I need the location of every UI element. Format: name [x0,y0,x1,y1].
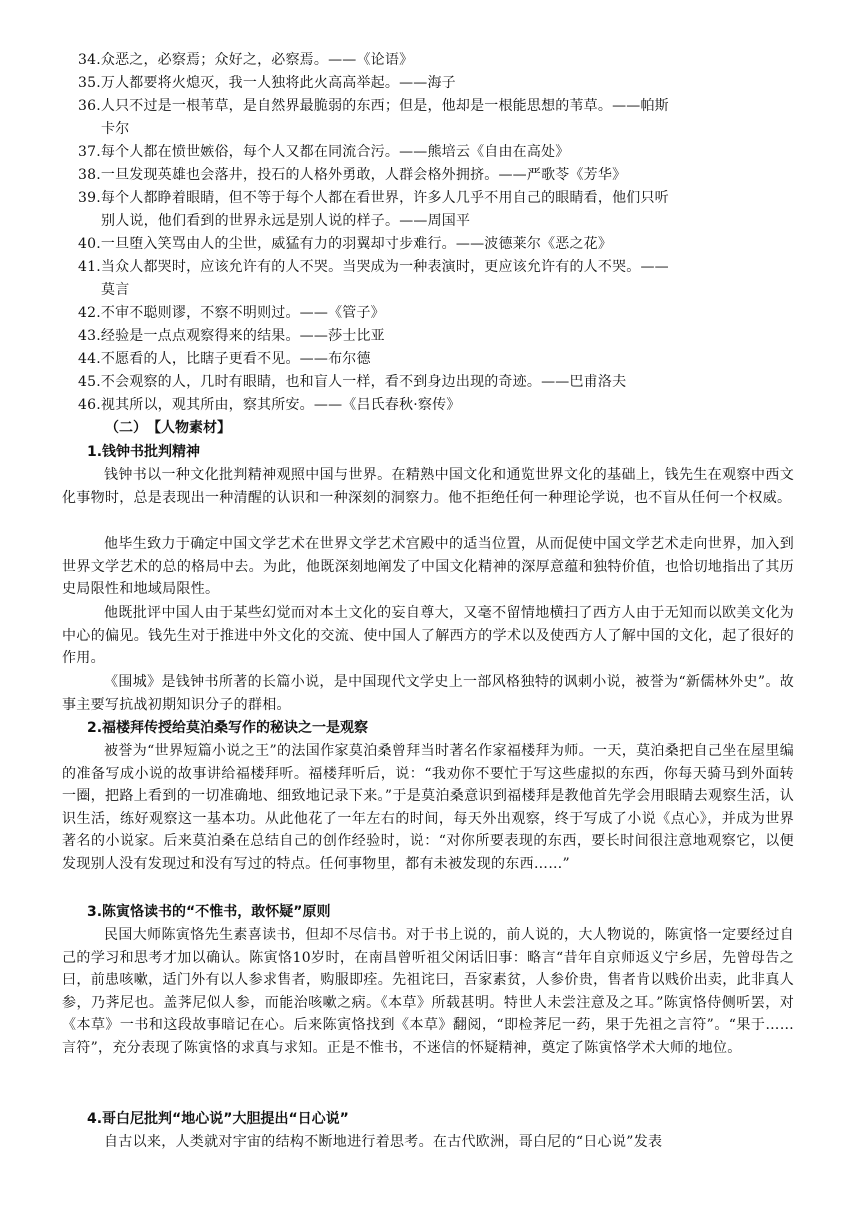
quote-continuation: 卡尔 [101,121,130,137]
quote-item: 41.当众人都哭时，应该允许有的人不哭。当哭成为一种表演时，更应该允许有的人不哭。—— [78,259,669,275]
paragraph: 民国大师陈寅恪先生素喜读书，但却不尽信书。对于书上说的，前人说的，大人物说的，陈寅恪一定要经过自己的学习和思考才加以确认。陈寅恪10岁时，在南昌曾听祖父闲话旧事：略言“昔年自京师返义宁乡居，先曾母告之曰，前患咳嗽，适门外有以人参求售者，购服即痊。先祖诧曰，吾家素贫，人参价贵，售者肯以贱价出卖，此非真人参，乃荠尼也。盖荠尼似人参，而能治咳嗽之病。《本草》所载甚明。特世人未尝注意及之耳。”陈寅恪侍侧听罢，对《本草》一书和这段故事暗记在心。后来陈寅恪找到《本草》翻阅，“即检荠尼一药，果于先祖之言符”。“果于……言符”，充分表现了陈寅恪的求真与求知。正是不惟书，不迷信的怀疑精神，奠定了陈寅恪学术大师的地位。 [62,927,794,1056]
quote-item: 42.不审不聪则谬，不察不明则过。——《管子》 [78,305,385,321]
quote-item: 40.一旦堕入笑骂由人的尘世，威猛有力的羽翼却寸步难行。——波德莱尔《恶之花》 [78,236,613,252]
material-heading: 2.福楼拜传授给莫泊桑写作的秘诀之一是观察 [87,720,369,736]
quote-continuation: 别人说，他们看到的世界永远是别人说的样子。——周国平 [101,213,471,229]
paragraph: 被誉为“世界短篇小说之王”的法国作家莫泊桑曾拜当时著名作家福楼拜为师。一天，莫泊桑把自己坐在屋里编的准备写成小说的故事讲给福楼拜听。福楼拜听后，说：“我劝你不要忙于写这些虚拟的东西，你每天骑马到外面转一圈，把路上看到的一切准确地、细致地记录下来。”于是莫泊桑意识到福楼拜是教他首先学会用眼睛去观察生活，认识生活，练好观察这一基本功。从此他花了一年左右的时间，每天外出观察，终于写成了小说《点心》，并成为世界著名的小说家。后来莫泊桑在总结自己的创作经验时，说：“对你所要表现的东西，要长时间很注意地观察它，以便发现别人没有发现过和没有写过的特点。任何事物里，都有未被发现的东西……” [62,743,794,872]
paragraph: 他既批评中国人由于某些幻觉而对本土文化的妄自尊大，又毫不留情地横扫了西方人由于无知而以欧美文化为中心的偏见。钱先生对于推进中外文化的交流、使中国人了解西方的学术以及使西方人了解中国的文化，起了很好的作用。 [62,605,794,666]
quote-item: 45.不会观察的人，几时有眼睛，也和盲人一样，看不到身边出现的奇迹。——巴甫洛夫 [78,374,627,390]
quote-item: 44.不愿看的人，比瞎子更看不见。——布尔德 [78,351,371,367]
quote-item: 37.每个人都在愤世嫉俗，每个人又都在同流合污。——熊培云《自由在高处》 [78,144,570,160]
quote-continuation: 莫言 [101,282,130,298]
quote-item: 35.万人都要将火熄灭，我一人独将此火高高举起。——海子 [78,75,456,91]
quote-item: 39.每个人都睁着眼睛，但不等于每个人都在看世界，许多人几乎不用自己的眼睛看，他们只听 [78,190,669,206]
material-heading: 4.哥白尼批判“地心说”大胆提出“日心说” [87,1111,349,1127]
material-heading: 1.钱钟书批判精神 [87,444,201,460]
paragraph: 钱钟书以一种文化批判精神观照中国与世界。在精熟中国文化和通览世界文化的基础上，钱先生在观察中西文化事物时，总是表现出一种清醒的认识和一种深刻的洞察力。他不拒绝任何一种理论学说，也不盲从任何一个权威。 [62,467,794,506]
quote-item: 43.经验是一点点观察得来的结果。——莎士比亚 [78,328,385,344]
quote-item: 38.一旦发现英雄也会落井，投石的人格外勇敢，人群会格外拥挤。——严歌苓《芳华》 [78,167,627,183]
paragraph: 他毕生致力于确定中国文学艺术在世界文学艺术宫殿中的适当位置，从而促使中国文学艺术走向世界，加入到世界文学艺术的总的格局中去。为此，他既深刻地阐发了中国文化精神的深厚意蕴和独特价值，也恰切地指出了其历史局限性和地域局限性。 [62,536,794,597]
quote-item: 46.视其所以，观其所由，察其所安。——《吕氏春秋·察传》 [78,397,461,413]
quote-item: 34.众恶之，必察焉；众好之，必察焉。——《论语》 [78,52,414,68]
paragraph: 自古以来，人类就对宇宙的结构不断地进行着思考。在古代欧洲，哥白尼的“日心说”发表 [104,1134,663,1150]
paragraph: 《围城》是钱钟书所著的长篇小说，是中国现代文学史上一部风格独特的讽刺小说，被誉为“新儒林外史”。故事主要写抗战初期知识分子的群相。 [62,674,794,713]
section-title: （二） 【人物素材】 [105,420,231,436]
material-heading: 3.陈寅恪读书的“不惟书，敢怀疑”原则 [87,904,331,920]
quote-item: 36.人只不过是一根苇草，是自然界最脆弱的东西；但是，他却是一根能思想的苇草。——帕斯 [78,98,669,114]
